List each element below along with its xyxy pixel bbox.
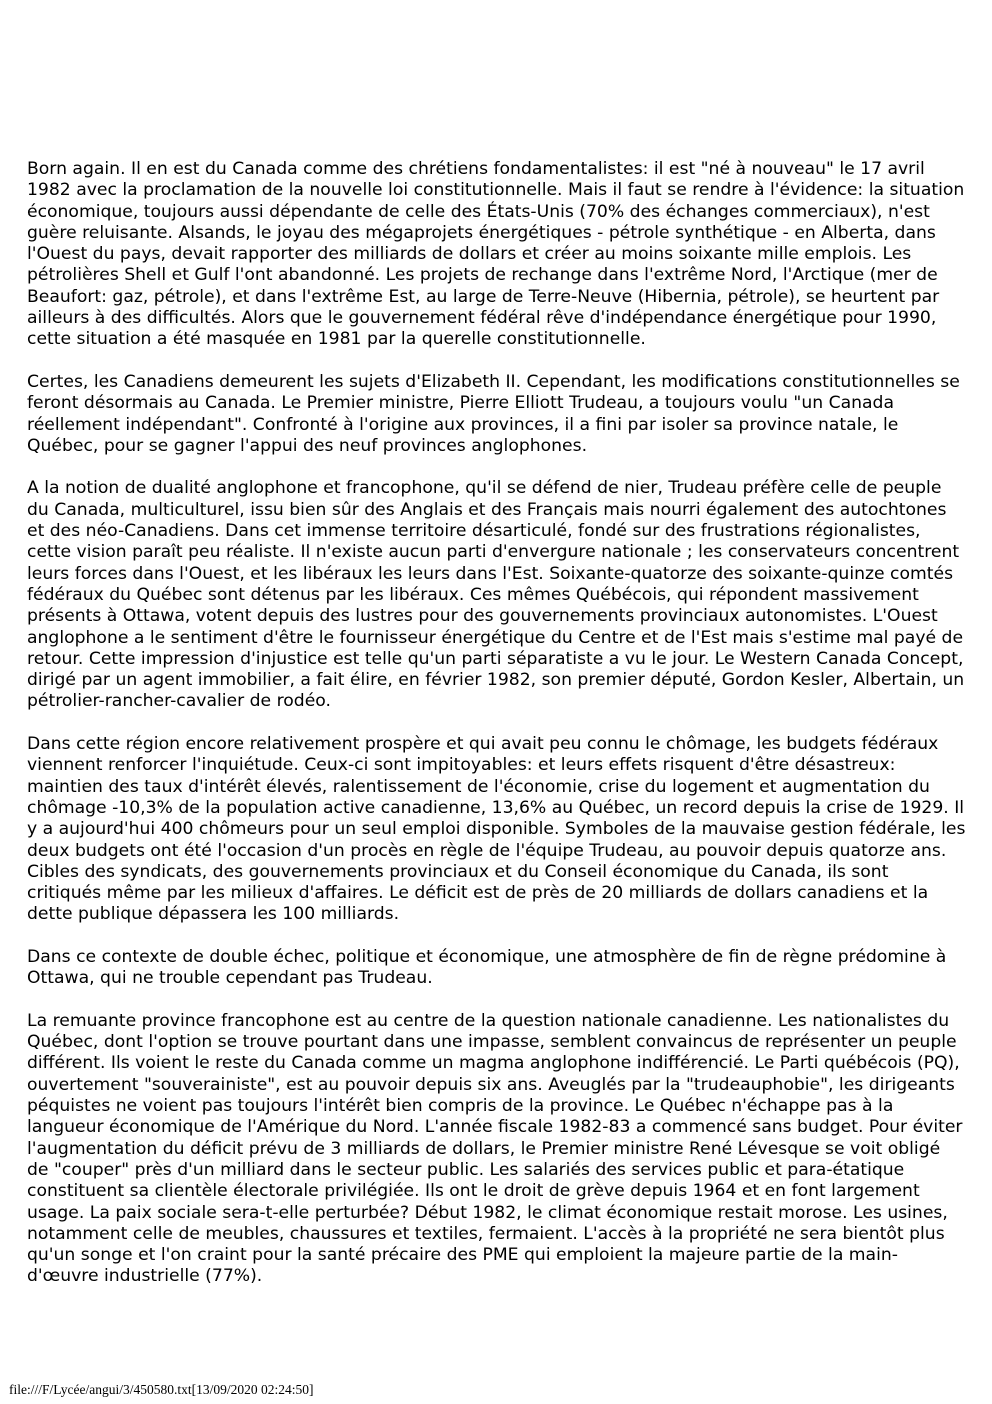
print-footer-source: file:///F/Lycée/angui/3/450580.txt[13/09/2020 02:24:50] — [9, 1382, 314, 1397]
paragraph-dualite: A la notion de dualité anglophone et francophone, qu'il se défend de nier, Trudeau préfère celle de peuple du Canada, multiculturel, issu bien sûr des Anglais et des Français mais nourri également des autochtones et des néo-Canadiens. Dans cet immense territoire désarticulé, fondé sur des frustrations régionalistes, cette vision paraît peu réaliste. Il n'existe aucun parti d'envergure nationale ; les conservateurs concentrent leurs forces dans l'Ouest, et les libéraux les leurs dans l'Est. Soixante-quatorze des soixante-quinze comtés fédéraux du Québec sont détenus par les libéraux. Ces mêmes Québécois, qui répondent massivement présents à Ottawa, votent depuis des lustres pour des gouvernements provinciaux autonomistes. L'Ouest anglophone a le sentiment d'être le fournisseur énergétique du Centre et de l'Est mais s'estime mal payé de retour. Cette impression d'injustice est telle qu'un parti séparatiste a vu le jour. Le Western Canada Concept, dirigé par un agent immobilier, a fait élire, en février 1982, son premier député, Gordon Kesler, Albertain, un pétrolier-rancher-cavalier de rodéo. — [27, 478, 965, 712]
paragraph-elizabeth: Certes, les Canadiens demeurent les sujets d'Elizabeth II. Cependant, les modifications constitutionnelles se feront désormais au Canada. Le Premier ministre, Pierre Elliott Trudeau, a toujours voulu "un Canada réellement indépendant". Confronté à l'origine aux provinces, il a fini par isoler sa province natale, le Québec, pour se gagner l'appui des neuf provinces anglophones. — [27, 371, 960, 456]
paragraph-budgets: Dans cette région encore relativement prospère et qui avait peu connu le chômage, les budgets fédéraux viennent renforcer l'inquiétude. Ceux-ci sont impitoyables: et leurs effets risquent d'être désastreux: maintien des taux d'intérêt élevés, ralentissement de l'économie, crise du logement et augmentation du chômage -10,3% de la population active canadienne, 13,6% au Québec, un record depuis la crise de 1929. Il y a aujourd'hui 400 chômeurs pour un seul emploi disponible. Symboles de la mauvaise gestion fédérale, les deux budgets ont été l'occasion d'un procès en règle de l'équipe Trudeau, au pouvoir depuis quatorze ans. Cibles des syndicats, des gouvernements provinciaux et du Conseil économique du Canada, ils sont critiqués même par les milieux d'affaires. Le déficit est de près de 20 milliards de dollars canadiens et la dette publique dépassera les 100 milliards. — [27, 734, 966, 925]
paragraph-quebec: La remuante province francophone est au centre de la question nationale canadienne. Les nationalistes du Québec, dont l'option se trouve pourtant dans une impasse, semblent convaincus de représenter un peuple différent. Ils voient le reste du Canada comme un magma anglophone indifférencié. Le Parti québécois (PQ), ouvertement "souverainiste", est au pouvoir depuis six ans. Aveuglés par la "trudeauphobie", les dirigeants péquistes ne voient pas toujours l'intérêt bien compris de la province. Le Québec n'échappe pas à la langueur économique de l'Amérique du Nord. L'année fiscale 1982-83 a commencé sans budget. Pour éviter l'augmentation du déficit prévu de 3 milliards de dollars, le Premier ministre René Lévesque se voit obligé de "couper" près d'un milliard dans le secteur public. Les salariés des services public et para-étatique constituent sa clientèle électorale privilégiée. Ils ont le droit de grève depuis 1964 et en font largement usage. La paix sociale sera-t-elle perturbée? Début 1982, le climat économique restait morose. Les usines, notamment celle de meubles, chaussures et textiles, fermaient. L'accès à la propriété ne sera bientôt plus qu'un songe et l'on craint pour la santé précaire des PME qui emploient la majeure partie de la main-d'œuvre industrielle (77%). — [27, 1010, 963, 1287]
article-body — [27, 159, 967, 1309]
paragraph-double-echec: Dans ce contexte de double échec, politique et économique, une atmosphère de fin de règne prédomine à Ottawa, qui ne trouble cependant pas Trudeau. — [27, 946, 947, 989]
paragraph-born-again: Born again. Il en est du Canada comme des chrétiens fondamentalistes: il est "né à nouveau" le 17 avril 1982 avec la proclamation de la nouvelle loi constitutionnelle. Mais il faut se rendre à l'évidence: la situation économique, toujours aussi dépendante de celle des États-Unis (70% des échanges commerciaux), n'est guère reluisante. Alsands, le joyau des mégaprojets énergétiques - pétrole synthétique - en Alberta, dans l'Ouest du pays, devait rapporter des milliards de dollars et créer au moins soixante mille emplois. Les pétrolières Shell et Gulf l'ont abandonné. Les projets de rechange dans l'extrême Nord, l'Arctique (mer de Beaufort: gaz, pétrole), et dans l'extrême Est, au large de Terre-Neuve (Hibernia, pétrole), se heurtent par ailleurs à des difficultés. Alors que le gouvernement fédéral rêve d'indépendance énergétique pour 1990, cette situation a été masquée en 1981 par la querelle constitutionnelle. — [27, 159, 965, 350]
